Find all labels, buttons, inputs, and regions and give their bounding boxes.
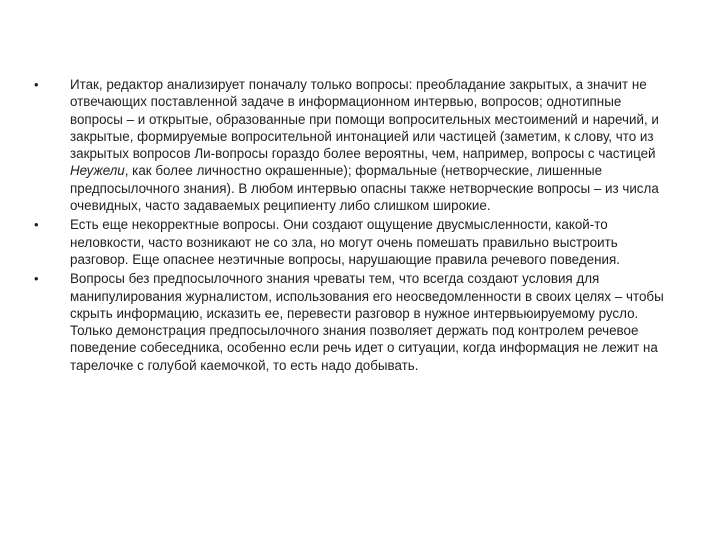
- bullet-marker: •: [34, 271, 39, 287]
- bullet-text-part: , как более личностно окрашенные); формальные (нетворческие, лишенные предпосылочного знания). В любом интервью опасны также нетворческие вопросы – из числа очевидных, часто задаваемых реципиенту либо слишком широкие.: [70, 163, 659, 214]
- bullet-text: [70, 76, 674, 214]
- emphasized-word: Неужели: [70, 163, 125, 179]
- list-item: [34, 76, 674, 214]
- bullet-list: [34, 76, 674, 376]
- bullet-text-part: Итак, редактор анализирует поначалу только вопросы: преобладание закрытых, а значит не отвечающих поставленной задаче в информационном интервью, вопросов; однотипные вопросы – и открытые, образованные при помощи вопросительных местоимений и наречий, и закрытые, формируемые вопросительной интонацией или частицей (заметим, к слову, что из закрытых вопросов Ли-вопросы гораздо более вероятны, чем, например, вопросы с частицей: [70, 77, 659, 162]
- list-item: [34, 216, 674, 268]
- bullet-text: Вопросы без предпосылочного знания чреваты тем, что всегда создают условия для манипулирования журналистом, использования его неосведомленности в своих целях – чтобы скрыть информацию, исказить ее, перевести разговор в нужное интервьюируемому русло. Только демонстрация предпосылочного знания позволяет держать под контролем речевое поведение собеседника, особенно если речь идет о ситуации, когда информация не лежит на тарелочке с голубой каемочкой, то есть надо добывать.: [70, 271, 664, 373]
- bullet-marker: •: [34, 77, 39, 92]
- list-item: [34, 270, 674, 374]
- bullet-marker: •: [34, 217, 39, 233]
- bullet-text: Есть еще некорректные вопросы. Они создают ощущение двусмысленности, какой-то неловкости, часто возникают не со зла, но могут очень помешать правильно выстроить разговор. Еще опаснее неэтичные вопросы, нарушающие правила речевого поведения.: [70, 217, 620, 267]
